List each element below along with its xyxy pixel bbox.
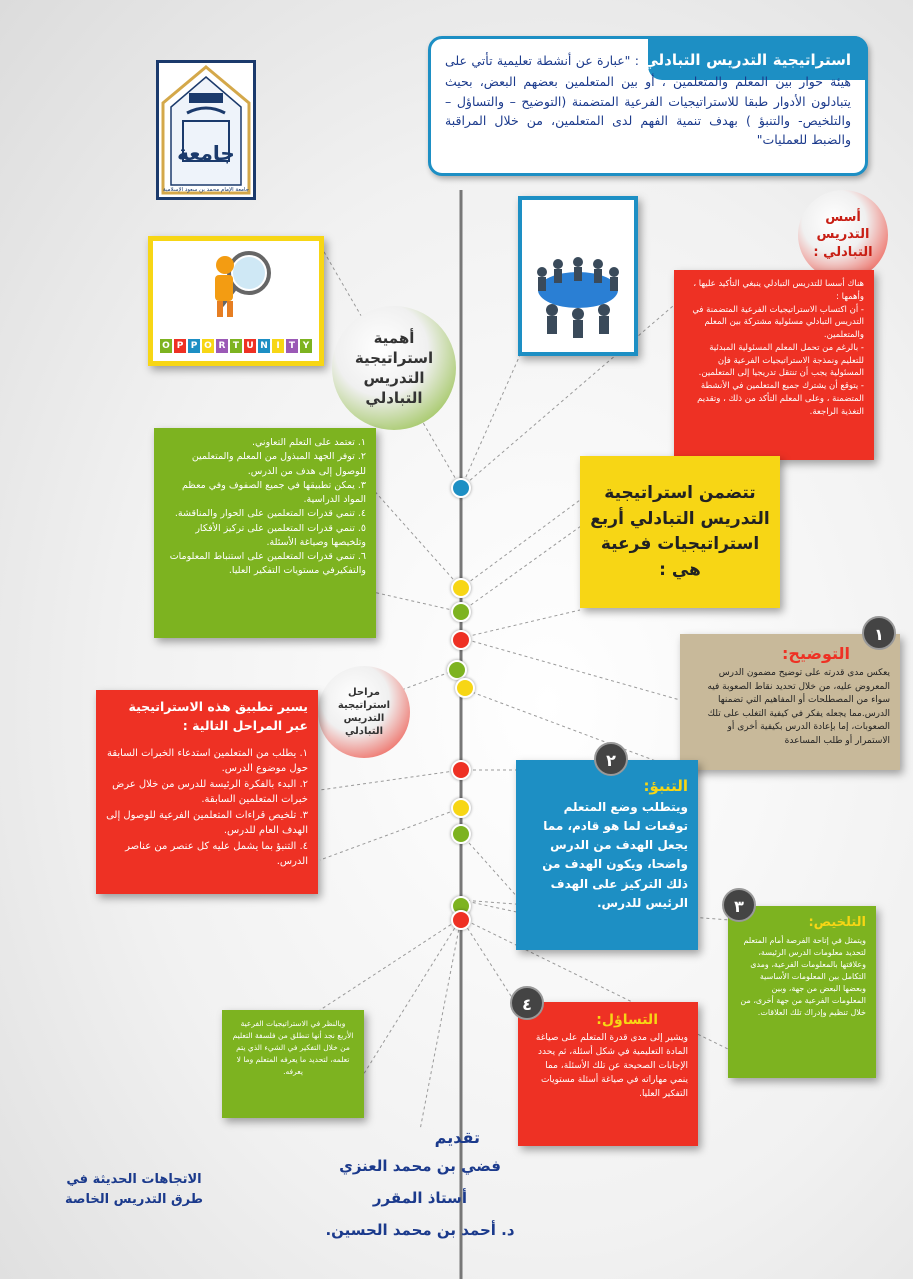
stages-title: مراحل استراتيجية التدريس التبادلي [337, 687, 391, 737]
foundations-title-circle [798, 190, 888, 280]
credits-teacher: د. أحمد بن محمد الحسين. [325, 1221, 515, 1239]
course-name: الاتجاهات الحديثة في طرق التدريس الخاصة [65, 1172, 203, 1207]
summarize-number: ٣ [722, 888, 756, 922]
timeline-dot [451, 578, 471, 598]
foundations-box [674, 270, 874, 460]
credits-teacher-label: أستاذ المقرر [372, 1189, 468, 1207]
definition-box [428, 36, 868, 176]
opportunity-letter-block: I [272, 339, 284, 353]
opportunity-letter-block: Y [300, 339, 312, 353]
summarize-title: التلخيص: [808, 915, 866, 930]
meeting-image [518, 196, 638, 356]
timeline-dot [451, 478, 471, 498]
clarify-title: التوضيح: [782, 644, 850, 663]
predict-number: ٢ [594, 742, 628, 776]
credits [320, 1128, 520, 1239]
magnifier-person-icon [153, 245, 319, 325]
opportunity-letter-block: N [258, 339, 270, 353]
opportunity-letters [159, 339, 313, 353]
question-box [518, 995, 698, 1146]
opportunity-image [148, 236, 324, 366]
philosophy-box [222, 1010, 364, 1118]
summarize-text: ويتمثل في إتاحة الفرصة أمام المتعلم لتحديد معلومات الدرس الرئيسة، وعلاقتها بالمعلومات الفرعية، ومدى التكامل بين المعلومات الأساسية وبعضها البعض من جهة، وبين المعلومات الفرعية من جهة أخرى، من خلال تنظيم وإدراك تلك العلاقات. [740, 935, 866, 1017]
opportunity-letter-block: O [160, 339, 172, 353]
predict-box [516, 751, 698, 950]
clarify-text: يعكس مدى قدرته على توضيح مضمون الدرس المعروض عليه، من خلال تحديد نقاط الصعوبة فيه سواء من المصطلحات أو المفاهيم التي تضمنها الدرس.مما يجعله يفكر في كيفية التغلب على تلك الصعوبات، إما بإعادة الدرس بكيفية أخرى أو الاستمرار أو طلب المساعدة [707, 668, 890, 746]
logo-emblem-icon [159, 63, 253, 197]
timeline-dot [451, 630, 471, 650]
stages-heading: يسير تطبيق هذه الاستراتيجية عبر المراحل التالية : [128, 699, 308, 733]
question-text: ويشير إلى مدى قدرة المتعلم على صياغة المادة التعليمية في شكل أسئلة، ثم يحدد الإجابات الصحيحة عن تلك الأسئلة، مما ينمي مهاراته في صياغة أسئلة مستويات التفكير العليا. [535, 1033, 688, 1100]
credits-student: فضي بن محمد العنزي [339, 1157, 501, 1175]
opportunity-letter-block: P [188, 339, 200, 353]
question-number: ٤ [510, 986, 544, 1020]
opportunity-letter-block: T [230, 339, 242, 353]
timeline-dot [451, 602, 471, 622]
logo-word: جامعة [177, 141, 235, 165]
definition-text [445, 49, 851, 150]
definition-body: : "عبارة عن أنشطة تعليمية تأتي على هيئة حوار بين المعلم والمتعلمين ، أو بين المتعلمين بعضهم البعض، بحيث يتبادلون الأدوار طبقا للاستراتيجيات الفرعية المتضمنة (التوضيح – والتساؤل – والتلخيص- والتنبؤ ) بهدف تنمية الفهم لدى المتعلمين، من خلال المراقبة والضبط للعمليات" [445, 53, 851, 148]
opportunity-letter-block: R [216, 339, 228, 353]
logo-caption: جامعة الإمام محمد بن سعود الإسلامية [163, 186, 249, 193]
meeting-table-icon [522, 200, 634, 352]
opportunity-letter-block: T [286, 339, 298, 353]
importance-text: ١. تعتمد على التعلم التعاوني. ٢. توفر الجهد المبذول من المعلم والمتعلمين للوصول إلى هدف من الدرس. ٣. يمكن تطبيقها في جميع الصفوف وفي معظم المواد الدراسية. ٤. تنمي قدرات المتعلمين على الحوار والمناقشة. ٥. تنمي قدرات المتعلمين على تركيز الأفكار وتلخيصها وصياغة الأسئلة. ٦. تنمي قدرات المتعلمين على استنباط المعلومات والتفكيرفي مستويات التفكير العليا. [169, 437, 366, 577]
importance-box [154, 428, 376, 638]
importance-title-circle [332, 306, 456, 430]
includes-box [580, 456, 780, 608]
opportunity-letter-block: P [174, 339, 186, 353]
foundations-text: هناك أسسا للتدريس التبادلي ينبغي التأكيد عليها ، وأهمها : - أن اكتساب الاستراتيجيات الفرعية المتضمنة في التدريس التبادلي مسئولية مشتركة بين المعلم والمتعلمين. - بالرغم من تحمل المعلم المسئولية المبدئية للتعليم ونمذجة الاستراتيجيات الفرعية فإن المسئولية يجب أن تنتقل تدريجيا إلى المتعلمين. - يتوقع أن يشترك جميع المتعلمين في الأنشطة المتضمنة ، وعلى المعلم التأكد من ذلك ، وتقديم التغذية الراجعة. [692, 279, 864, 417]
stages-box [96, 690, 318, 894]
opportunity-letter-block: O [202, 339, 214, 353]
stages-text: ١. يطلب من المتعلمين استدعاء الخبرات السابقة حول موضوع الدرس. ٢. البدء بالفكرة الرئيسة للدرس من خلال عرض خبرات المتعلمين السابقة. ٣. تلخيص قراءات المتعلمين الفرعية للوصول إلى الهدف العام للدرس. ٤. التنبؤ بما يشمل عليه كل عنصر من عناصر الدرس. [106, 747, 308, 867]
question-title: التساؤل: [596, 1012, 658, 1028]
predict-text: ويتطلب وضع المتعلم توقعات لما هو قادم، مما يجعل الهدف من الدرس واضحا، ويكون الهدف من ذلك التركيز على الهدف الرئيس للدرس. [542, 799, 688, 910]
timeline-dot [455, 678, 475, 698]
foundations-title: أسس التدريس التبادلي : [813, 209, 873, 260]
stages-title-circle [318, 666, 410, 758]
definition-title: استراتيجية التدريس التبادلي [643, 51, 851, 69]
university-logo [156, 60, 256, 200]
timeline-dot [451, 760, 471, 780]
timeline-dot [451, 824, 471, 844]
philosophy-text: وبالنظر في الاستراتيجيات الفرعية الأربع نجد أنها تنطلق من فلسفة التعليم من خلال التفكير في الشيء الذي يتم تعلمه، لتحديد ما يعرفه المتعلم وما لا يعرفه. [232, 1019, 354, 1076]
importance-title: أهمية استراتيجية التدريس التبادلي [354, 328, 434, 408]
timeline-dot [451, 910, 471, 930]
timeline-dot [451, 798, 471, 818]
predict-title: التنبؤ: [643, 777, 688, 795]
summarize-box [728, 897, 876, 1078]
clarify-number: ١ [862, 616, 896, 650]
credits-presented: تقديم [434, 1128, 480, 1147]
includes-text: تتضمن استراتيجية التدريس التبادلي أربع استراتيجيات فرعية هي : [590, 483, 770, 580]
opportunity-letter-block: U [244, 339, 256, 353]
timeline-dot [447, 660, 467, 680]
clarify-box [680, 625, 900, 770]
